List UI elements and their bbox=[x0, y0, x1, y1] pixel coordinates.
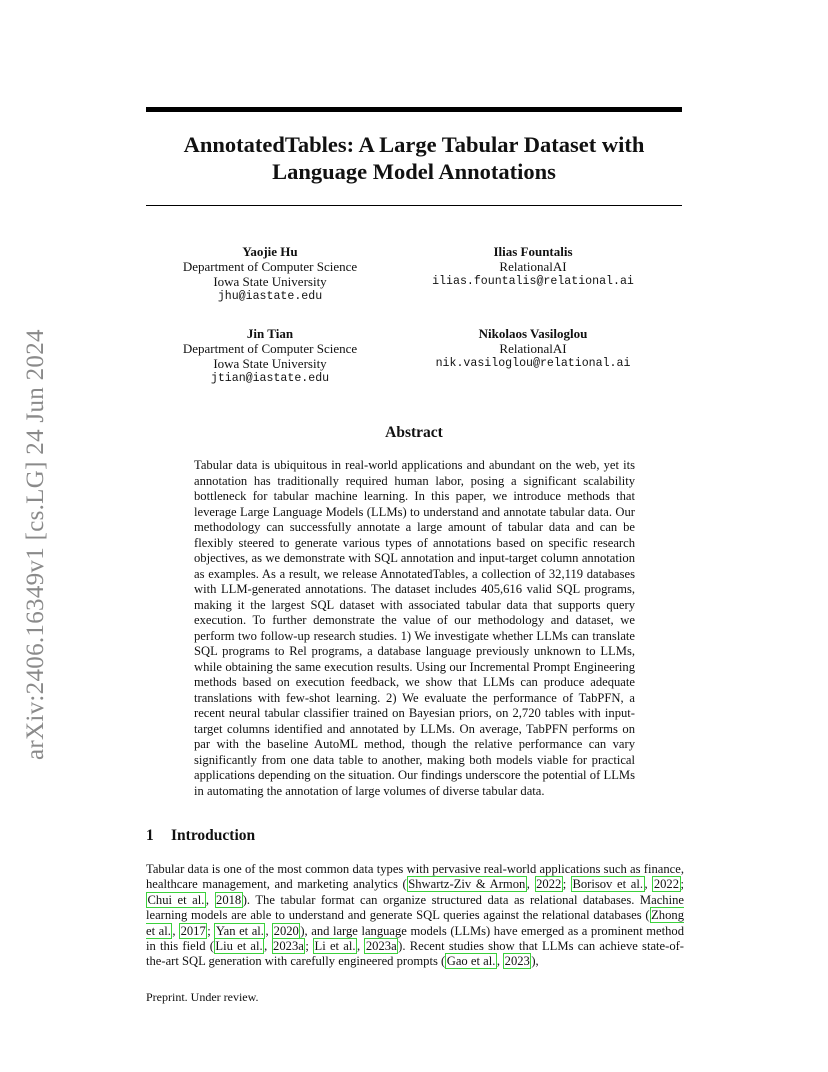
intro-text: ; bbox=[207, 923, 215, 938]
citation-link[interactable]: 2023 bbox=[504, 954, 530, 969]
author-affiliation: Department of Computer Science bbox=[182, 341, 358, 356]
intro-text: , bbox=[205, 892, 215, 907]
intro-text: Tabular data is one of the most common data types with pervasive real-world applications such as finance, healthcare management, and marketing analytics ( bbox=[146, 862, 684, 892]
author-block-3 bbox=[150, 326, 390, 386]
intro-text: , bbox=[357, 939, 365, 954]
intro-text: ). The tabular format can organize structured data as relational databases. Machine learning models are able to understand and generate SQL queries against the relational databases ( bbox=[146, 892, 684, 923]
author-affiliation: RelationalAI bbox=[499, 259, 567, 274]
citation-link[interactable]: Zhong et al. bbox=[146, 908, 684, 938]
citation-link[interactable]: Gao et al. bbox=[446, 954, 496, 969]
citation-link[interactable]: Li et al. bbox=[314, 939, 356, 954]
author-block-4 bbox=[408, 326, 658, 371]
citation-link[interactable]: 2023a bbox=[365, 939, 397, 954]
paper-title bbox=[146, 131, 682, 185]
abstract-heading: Abstract bbox=[385, 424, 443, 441]
title-bottom-rule bbox=[146, 205, 682, 206]
citation-link[interactable]: 2017 bbox=[180, 923, 206, 938]
intro-text: , bbox=[172, 923, 180, 938]
footer-note: Preprint. Under review. bbox=[146, 990, 259, 1004]
intro-text: ), and large language models (LLMs) have emerged as a prominent method in this field ( bbox=[146, 923, 685, 954]
title-top-rule bbox=[146, 107, 682, 112]
citation-link[interactable]: Liu et al. bbox=[215, 939, 263, 954]
intro-text: ). Recent studies show that LLMs can achieve state-of-the-art SQL generation with carefully engineered prompts ( bbox=[146, 939, 685, 969]
author-email[interactable]: jtian@iastate.edu bbox=[210, 372, 330, 385]
intro-text: , bbox=[496, 954, 504, 969]
title-line-2: Language Model Annotations bbox=[272, 159, 556, 184]
introduction-paragraph bbox=[146, 862, 684, 970]
section-heading-introduction bbox=[146, 827, 255, 845]
author-affiliation: Iowa State University bbox=[213, 274, 327, 289]
author-affiliation: Iowa State University bbox=[213, 356, 327, 371]
section-title: Introduction bbox=[171, 827, 256, 844]
citation-link[interactable]: 2023a bbox=[273, 939, 304, 954]
author-name: Ilias Fountalis bbox=[493, 244, 573, 259]
author-affiliation: Department of Computer Science bbox=[182, 259, 358, 274]
author-name: Yaojie Hu bbox=[242, 244, 298, 259]
citation-link[interactable]: Yan et al. bbox=[215, 923, 264, 938]
intro-text: , bbox=[265, 923, 273, 938]
intro-text: ; bbox=[680, 877, 685, 892]
intro-text: , bbox=[644, 877, 653, 892]
author-name: Jin Tian bbox=[246, 326, 294, 341]
author-email[interactable]: jhu@iastate.edu bbox=[217, 290, 323, 303]
author-email[interactable]: nik.vasiloglou@relational.ai bbox=[435, 357, 631, 370]
intro-text: , bbox=[264, 939, 272, 954]
intro-text: ; bbox=[305, 939, 314, 954]
intro-text: ; bbox=[562, 877, 571, 892]
title-line-1: AnnotatedTables: A Large Tabular Dataset with bbox=[183, 132, 645, 157]
author-block-1 bbox=[150, 244, 390, 304]
citation-link[interactable]: Chui et al. bbox=[147, 892, 205, 907]
author-name: Nikolaos Vasiloglou bbox=[478, 326, 588, 341]
arxiv-identifier-stamp: arXiv:2406.16349v1 [cs.LG] 24 Jun 2024 bbox=[22, 329, 49, 760]
author-email[interactable]: ilias.fountalis@relational.ai bbox=[432, 275, 634, 288]
citation-link[interactable]: Shwartz-Ziv & Armon bbox=[408, 877, 526, 892]
author-block-2 bbox=[408, 244, 658, 289]
citation-link[interactable]: Borisov et al. bbox=[572, 877, 644, 892]
citation-link[interactable]: 2018 bbox=[216, 892, 242, 907]
citation-link[interactable]: 2022 bbox=[536, 877, 562, 892]
abstract-body: Tabular data is ubiquitous in real-world applications and abundant on the web, yet its annotation has traditionally required human labor, posing a significant scalability bottleneck for tabular machine learning. In this paper, we introduce methods that leverage Large Language Models (LLMs) to understand and annotate tabular data. Our methodology can successfully annotate a large amount of tabular data and can be flexibly steered to generate various types of annotations based on specific research objectives, as we demonstrate with SQL annotation and input-target column annotation as examples. As a result, we release AnnotatedTables, a collection of 32,119 databases with LLM-generated annotations. The dataset includes 405,616 valid SQL programs, making it the largest SQL dataset with associated tabular data that supports query execution. To further demonstrate the value of our methodology and dataset, we perform two follow-up research studies. 1) We investigate whether LLMs can translate SQL programs to Rel programs, a database language previously unknown to LLMs, while obtaining the same execution results. Using our Incremental Prompt Engineering methods based on execution feedback, we show that LLMs can produce adequate translations with few-shot learning. 2) We evaluate the performance of TabPFN, a recent neural tabular classifier trained on Bayesian priors, on 2,720 tables with input-target columns identified and annotated by LLMs. On average, TabPFN performs on par with the baseline AutoML method, though the relative performance can vary significantly from one data table to another, making both models viable for practical applications depending on the situation. Our findings underscore the potential of LLMs in automating the annotation of large volumes of diverse tabular data. bbox=[194, 458, 635, 798]
citation-link[interactable]: 2022 bbox=[653, 877, 680, 892]
intro-text: , bbox=[526, 877, 535, 892]
author-affiliation: RelationalAI bbox=[499, 341, 567, 356]
citation-link[interactable]: 2020 bbox=[273, 923, 299, 938]
section-number: 1 bbox=[146, 827, 154, 844]
intro-text: ), bbox=[531, 954, 539, 969]
